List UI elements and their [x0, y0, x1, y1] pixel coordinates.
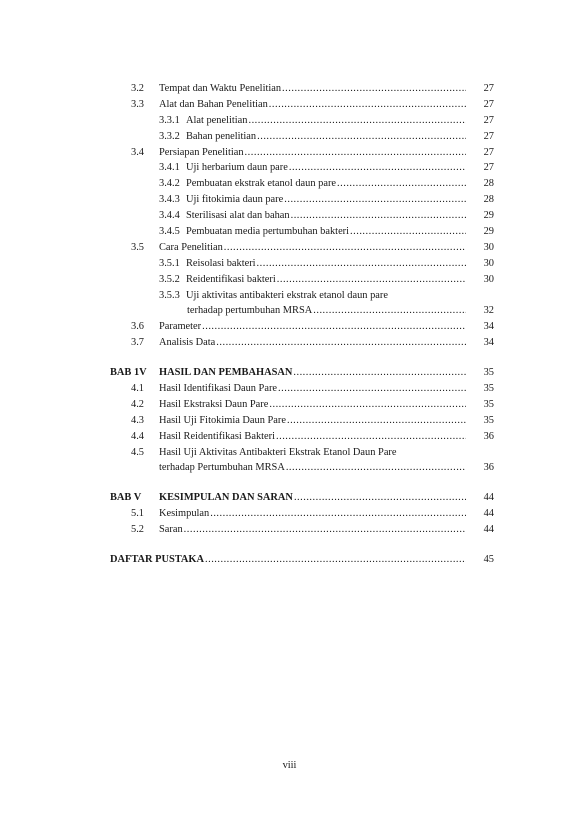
toc-entry[interactable]	[0, 303, 579, 319]
toc-entry-title: Alat penelitian	[186, 114, 248, 126]
toc-entry-page: 36	[483, 430, 494, 442]
dot-leader	[257, 129, 466, 145]
toc-entry-number: 5.2	[131, 524, 144, 536]
toc-entry-title-line	[159, 335, 466, 351]
dot-leader	[269, 97, 466, 113]
toc-entry-page: 27	[483, 130, 494, 142]
dot-leader	[287, 413, 466, 429]
toc-entry-page: 27	[483, 83, 494, 94]
toc-entry-title: Hasil Uji Fitokimia Daun Pare	[159, 414, 286, 426]
toc-entry-title: Analisis Data	[159, 337, 216, 349]
toc-entry[interactable]	[0, 429, 579, 445]
toc-entry[interactable]	[0, 288, 579, 304]
toc-entry-title: Uji herbarium daun pare	[186, 162, 288, 174]
toc-entry-number: 3.5	[131, 241, 144, 253]
toc-spacer	[0, 538, 579, 552]
toc-entry-number: 3.4.1	[159, 162, 180, 174]
toc-entry-page: 45	[483, 554, 494, 566]
toc-entry-title: Bahan penelitian	[186, 130, 257, 142]
toc-entry-title-line	[186, 208, 466, 224]
toc-entry[interactable]	[0, 208, 579, 224]
toc-entry-number: 3.2	[131, 83, 144, 94]
toc-entry[interactable]	[0, 160, 579, 176]
toc-entry-title: Hasil Reidentifikasi Bakteri	[159, 430, 276, 442]
toc-entry-title-line	[159, 413, 466, 429]
toc-entry[interactable]	[0, 129, 579, 145]
dot-leader	[276, 429, 466, 445]
toc-entry-title: Uji aktivitas antibakteri ekstrak etanol daun pare	[186, 289, 388, 301]
dot-leader	[210, 506, 466, 522]
toc-entry-title-line	[159, 145, 466, 161]
toc-entry-page: 44	[483, 524, 494, 536]
dot-leader	[289, 160, 466, 176]
toc-entry-page: 27	[483, 98, 494, 110]
toc-entry[interactable]	[0, 97, 579, 113]
dot-leader	[294, 490, 466, 506]
toc-entry-title: Uji fitokimia daun pare	[186, 194, 284, 206]
toc-entry-number: 4.1	[131, 383, 144, 395]
dot-leader	[184, 522, 466, 538]
toc-entry-title: Sterilisasi alat dan bahan	[186, 210, 290, 222]
toc-entry-title-line	[159, 240, 466, 256]
dot-leader	[205, 552, 466, 568]
dot-leader	[337, 176, 466, 192]
toc-entry-title-line	[159, 429, 466, 445]
toc-entry-title: Tempat dan Waktu Penelitian	[159, 83, 282, 94]
toc-entry-title-line	[159, 319, 466, 335]
toc-entry-title-line	[186, 160, 466, 176]
toc-entry-page: 29	[483, 210, 494, 222]
toc-entry[interactable]	[0, 335, 579, 351]
toc-entry-title-line	[186, 192, 466, 208]
toc-entry-page: 35	[483, 414, 494, 426]
toc-entry[interactable]	[0, 192, 579, 208]
toc-entry-page: 35	[483, 383, 494, 395]
toc-entry-number: 3.4	[131, 146, 144, 158]
toc-entry-page: 29	[483, 226, 494, 238]
toc-entry-number: 3.4.3	[159, 194, 180, 206]
toc-entry-page: 28	[483, 194, 494, 206]
toc-entry-title: Hasil Uji Aktivitas Antibakteri Ekstrak Etanol Daun Pare	[159, 446, 397, 458]
toc-entry-title-line	[159, 365, 466, 381]
toc-entry[interactable]	[0, 552, 579, 568]
toc-entry-page: 30	[483, 273, 494, 285]
toc-entry-title: HASIL DAN PEMBAHASAN	[159, 367, 293, 379]
toc-entry[interactable]	[0, 522, 579, 538]
toc-entry[interactable]	[0, 381, 579, 397]
toc-entry-title: Reidentifikasi bakteri	[186, 273, 276, 285]
toc-entry-number: 4.2	[131, 398, 144, 410]
toc-entry-number: 3.3	[131, 98, 144, 110]
toc-entry-title-line	[186, 113, 466, 129]
toc-entry-page: 44	[483, 508, 494, 520]
toc-entry-title: Cara Penelitian	[159, 241, 223, 253]
toc-entry-page: 35	[483, 367, 494, 379]
dot-leader	[350, 224, 466, 240]
toc-entry-title: terhadap Pertumbuhan MRSA	[159, 462, 285, 474]
toc-entry-title: terhadap pertumbuhan MRSA	[187, 305, 313, 317]
toc-entry[interactable]	[0, 272, 579, 288]
toc-entry-number: 3.4.2	[159, 178, 180, 190]
dot-leader	[216, 335, 466, 351]
toc-entry-title: Kesimpulan	[159, 508, 210, 520]
dot-leader	[313, 303, 466, 319]
toc-entry-page: 27	[483, 114, 494, 126]
toc-entry-number: 4.5	[131, 446, 144, 458]
toc-entry-title: Reisolasi bakteri	[186, 257, 256, 269]
dot-leader	[248, 113, 466, 129]
toc-entry-page: 34	[483, 321, 494, 333]
toc-entry-title-line	[159, 381, 466, 397]
toc-entry[interactable]	[0, 256, 579, 272]
toc-entry[interactable]	[0, 240, 579, 256]
toc-entry-title-line	[186, 224, 466, 240]
toc-entry-page: 44	[483, 492, 494, 504]
toc-entry[interactable]	[0, 397, 579, 413]
toc-entry-page: 30	[483, 257, 494, 269]
toc-entry-title: Parameter	[159, 321, 202, 333]
toc-entry-number: BAB 1V	[110, 367, 147, 379]
dot-leader	[269, 397, 466, 413]
toc-entry-number: 4.3	[131, 414, 144, 426]
toc-entry-page: 36	[483, 462, 494, 474]
toc-entry[interactable]	[0, 506, 579, 522]
toc-entry-title-line	[159, 81, 466, 97]
toc-entry-page: 35	[483, 398, 494, 410]
toc-entry-title-line	[159, 97, 466, 113]
toc-entry[interactable]	[0, 413, 579, 429]
dot-leader	[293, 365, 466, 381]
toc-entry-page: 28	[483, 178, 494, 190]
toc-entry-title-line	[187, 303, 466, 319]
toc-entry-title: Persiapan Penelitian	[159, 146, 244, 158]
toc-entry-title: Pembuatan media pertumbuhan bakteri	[186, 226, 350, 238]
dot-leader	[245, 145, 466, 161]
toc-entry-number: 5.1	[131, 508, 144, 520]
toc-entry-number: 3.3.1	[159, 114, 180, 126]
toc-entry-title-line	[159, 506, 466, 522]
dot-leader	[224, 240, 466, 256]
toc-entry-number: 3.5.2	[159, 273, 180, 285]
dot-leader	[284, 192, 466, 208]
dot-leader	[291, 208, 466, 224]
toc-entry-title: Hasil Ekstraksi Daun Pare	[159, 398, 269, 410]
toc-entry-title-line	[159, 397, 466, 413]
toc-entry-number: 3.5.3	[159, 289, 180, 301]
toc-entry[interactable]	[0, 145, 579, 161]
toc-entry-number: 3.7	[131, 337, 144, 349]
toc-entry[interactable]	[0, 113, 579, 129]
toc-entry-title: KESIMPULAN DAN SARAN	[159, 492, 293, 504]
toc-entry-number: 3.6	[131, 321, 144, 333]
toc-entry[interactable]	[0, 224, 579, 240]
toc-entry[interactable]	[0, 445, 579, 461]
toc-entry-title: Alat dan Bahan Penelitian	[159, 98, 268, 110]
dot-leader	[277, 272, 466, 288]
table-of-contents	[0, 81, 579, 568]
toc-entry-page: 27	[483, 146, 494, 158]
toc-entry-number: 3.5.1	[159, 257, 180, 269]
toc-entry-title-line	[186, 129, 466, 145]
toc-entry-page: 27	[483, 162, 494, 174]
toc-entry[interactable]	[0, 81, 579, 97]
toc-entry-title-line	[186, 288, 466, 304]
dot-leader	[257, 256, 466, 272]
toc-entry-title-line	[159, 522, 466, 538]
toc-entry-number: 3.3.2	[159, 130, 180, 142]
toc-entry[interactable]	[0, 176, 579, 192]
toc-entry-title: Saran	[159, 524, 183, 536]
toc-spacer	[0, 351, 579, 365]
toc-entry-number: 4.4	[131, 430, 144, 442]
toc-entry-title: DAFTAR PUSTAKA	[110, 554, 204, 566]
page-number: viii	[282, 760, 297, 771]
toc-entry-title: Hasil Identifikasi Daun Pare	[159, 383, 278, 395]
toc-entry[interactable]	[0, 490, 579, 506]
toc-entry-number: 3.4.5	[159, 226, 180, 238]
toc-spacer	[0, 476, 579, 490]
toc-entry-number: BAB V	[110, 492, 142, 504]
dot-leader	[202, 319, 466, 335]
toc-entry-page: 34	[483, 337, 494, 349]
toc-entry-title-line	[110, 552, 466, 568]
toc-entry[interactable]	[0, 365, 579, 381]
toc-entry-title-line	[186, 176, 466, 192]
toc-entry-page: 32	[483, 305, 494, 317]
toc-entry-page: 30	[483, 241, 494, 253]
dot-leader	[286, 460, 466, 476]
toc-entry-title-line	[186, 272, 466, 288]
toc-entry-title: Pembuatan ekstrak etanol daun pare	[186, 178, 337, 190]
dot-leader	[278, 381, 466, 397]
toc-entry-number: 3.4.4	[159, 210, 180, 222]
toc-entry-title-line	[186, 256, 466, 272]
toc-entry-title-line	[159, 490, 466, 506]
toc-entry-title-line	[159, 460, 466, 476]
toc-entry[interactable]	[0, 460, 579, 476]
toc-entry[interactable]	[0, 319, 579, 335]
toc-entry-title-line	[159, 445, 466, 461]
dot-leader	[282, 81, 466, 97]
